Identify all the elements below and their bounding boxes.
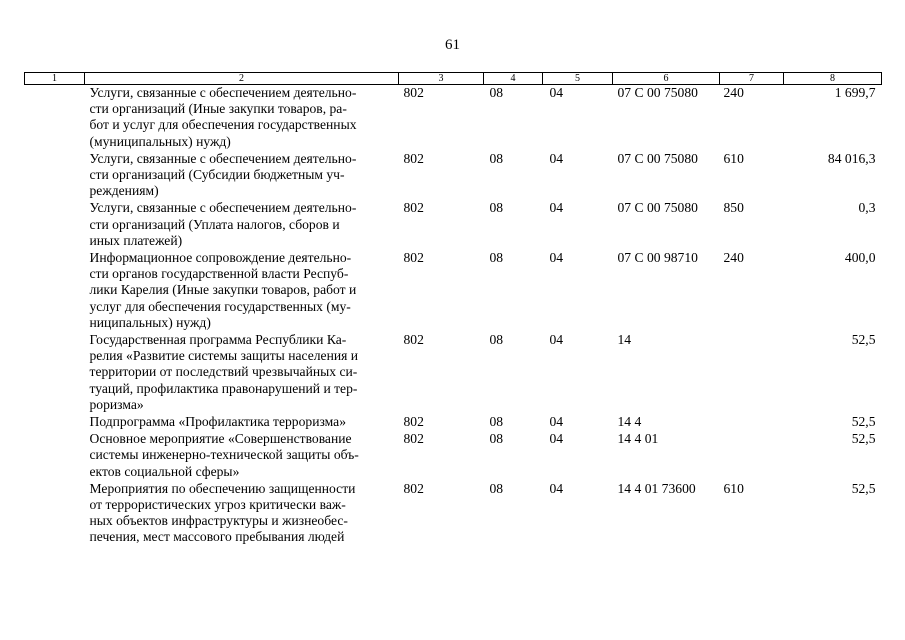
item-name-line: сти органов государственной власти Респуб- [89,266,349,282]
target-cell: 07 С 00 75080 [617,200,698,216]
item-name-line: сти организаций (Уплата налогов, сборов и [89,216,340,232]
item-name-cell [85,431,399,481]
expense-type-cell: 610 [723,480,744,496]
row-number-cell [25,200,85,250]
section-cell: 08 [489,85,504,100]
ministry-cell: 802 [403,200,424,216]
item-name-cell [85,85,399,151]
row-number-cell [25,85,85,151]
item-name-line: ектов социальной сферы» [89,463,240,479]
item-name-line: территории от последствий чрезвычайных си- [89,364,358,380]
ministry-cell: 802 [403,480,424,496]
ministry-cell: 802 [403,85,424,100]
expense-type-cell: 240 [723,85,744,100]
table-row [25,250,882,332]
expense-type-cell [720,414,784,431]
item-name-line: Услуги, связанные с обеспечением деятельно- [89,85,357,100]
section-cell: 08 [489,150,504,166]
amount-cell: 52,5 [851,431,876,447]
row-number-cell [25,431,85,481]
row-number-cell [25,250,85,332]
table-row [25,85,882,151]
row-number-cell [25,332,85,414]
item-name-cell [85,414,399,431]
item-name-line: Услуги, связанные с обеспечением деятельно- [89,150,357,166]
amount-cell: 52,5 [851,332,876,348]
amount-cell: 0,3 [858,200,876,216]
item-name-line: сти организаций (Субсидии бюджетным уч- [89,167,345,183]
subsection-cell: 04 [549,200,564,216]
header-col-6: 6 [613,73,720,85]
target-cell: 07 С 00 75080 [617,85,698,100]
subsection-cell: 04 [549,431,564,447]
item-name-line: роризма» [89,396,144,412]
header-col-8: 8 [784,73,882,85]
item-name-line: Информационное сопровождение деятельно- [89,250,352,266]
item-name-cell [85,481,399,547]
ministry-cell: 802 [403,414,424,430]
ministry-cell: 802 [403,431,424,447]
item-name-cell [85,250,399,332]
item-name-line: сти организаций (Иные закупки товаров, ра- [89,101,347,117]
item-name-line: (муниципальных) нужд) [89,133,231,149]
section-cell: 08 [489,200,504,216]
item-name-line: лики Карелия (Иные закупки товаров, работ и [89,282,357,298]
item-name-line: Подпрограмма «Профилактика терроризма» [89,414,346,430]
expense-type-cell: 240 [723,250,744,266]
section-cell: 08 [489,431,504,447]
row-number-cell [25,481,85,547]
table-body [25,85,882,547]
header-col-2: 2 [85,73,399,85]
amount-cell: 400,0 [844,250,876,266]
header-col-3: 3 [399,73,484,85]
item-name-line: от террористических угроз критически важ- [89,497,346,513]
item-name-line: ных объектов инфраструктуры и жизнеобес- [89,513,348,529]
table-row [25,151,882,201]
page-number: 61 [445,37,460,53]
expense-type-cell [720,431,784,481]
target-cell: 07 С 00 75080 [617,150,698,166]
item-name-line: Услуги, связанные с обеспечением деятельно- [89,200,357,216]
item-name-line: ниципальных) нужд) [89,314,211,330]
subsection-cell: 04 [549,414,564,430]
budget-table [24,72,882,547]
item-name-line: печения, мест массового пребывания людей [89,529,345,545]
item-name-line: услуг для обеспечения государственных (му- [89,298,351,314]
item-name-line: реждениям) [89,183,159,199]
item-name-line: Основное мероприятие «Совершенствование [89,431,352,447]
section-cell: 08 [489,332,504,348]
table-header [25,73,882,85]
item-name-line: системы инженерно-технической защиты объ- [89,447,359,463]
amount-cell: 1 699,7 [834,85,876,100]
item-name-line: Мероприятия по обеспечению защищенности [89,480,356,496]
item-name-line: иных платежей) [89,232,183,248]
header-col-4: 4 [484,73,543,85]
item-name-line: бот и услуг для обеспечения государственных [89,117,357,133]
expense-type-cell [720,332,784,414]
row-number-cell [25,151,85,201]
table-row [25,481,882,547]
target-cell: 14 [617,332,632,348]
subsection-cell: 04 [549,150,564,166]
item-name-cell [85,200,399,250]
table-row [25,414,882,431]
table-row [25,200,882,250]
target-cell: 14 4 01 [617,431,659,447]
section-cell: 08 [489,414,504,430]
item-name-line: Государственная программа Республики Ка- [89,332,347,348]
header-col-5: 5 [543,73,613,85]
amount-cell: 52,5 [851,414,876,430]
target-cell: 07 С 00 98710 [617,250,698,266]
section-cell: 08 [489,480,504,496]
expense-type-cell: 610 [723,150,744,166]
item-name-line: туаций, профилактика правонарушений и тер- [89,380,358,396]
header-col-1: 1 [25,73,85,85]
expense-type-cell: 850 [723,200,744,216]
target-cell: 14 4 [617,414,642,430]
item-name-cell [85,151,399,201]
item-name-line: релия «Развитие системы защиты населения и [89,348,359,364]
ministry-cell: 802 [403,332,424,348]
table-row [25,431,882,481]
subsection-cell: 04 [549,250,564,266]
subsection-cell: 04 [549,480,564,496]
table-row [25,332,882,414]
item-name-cell [85,332,399,414]
ministry-cell: 802 [403,150,424,166]
amount-cell: 84 016,3 [827,150,876,166]
target-cell: 14 4 01 73600 [617,480,696,496]
subsection-cell: 04 [549,85,564,100]
amount-cell: 52,5 [851,480,876,496]
section-cell: 08 [489,250,504,266]
row-number-cell [25,414,85,431]
header-col-7: 7 [720,73,784,85]
subsection-cell: 04 [549,332,564,348]
ministry-cell: 802 [403,250,424,266]
